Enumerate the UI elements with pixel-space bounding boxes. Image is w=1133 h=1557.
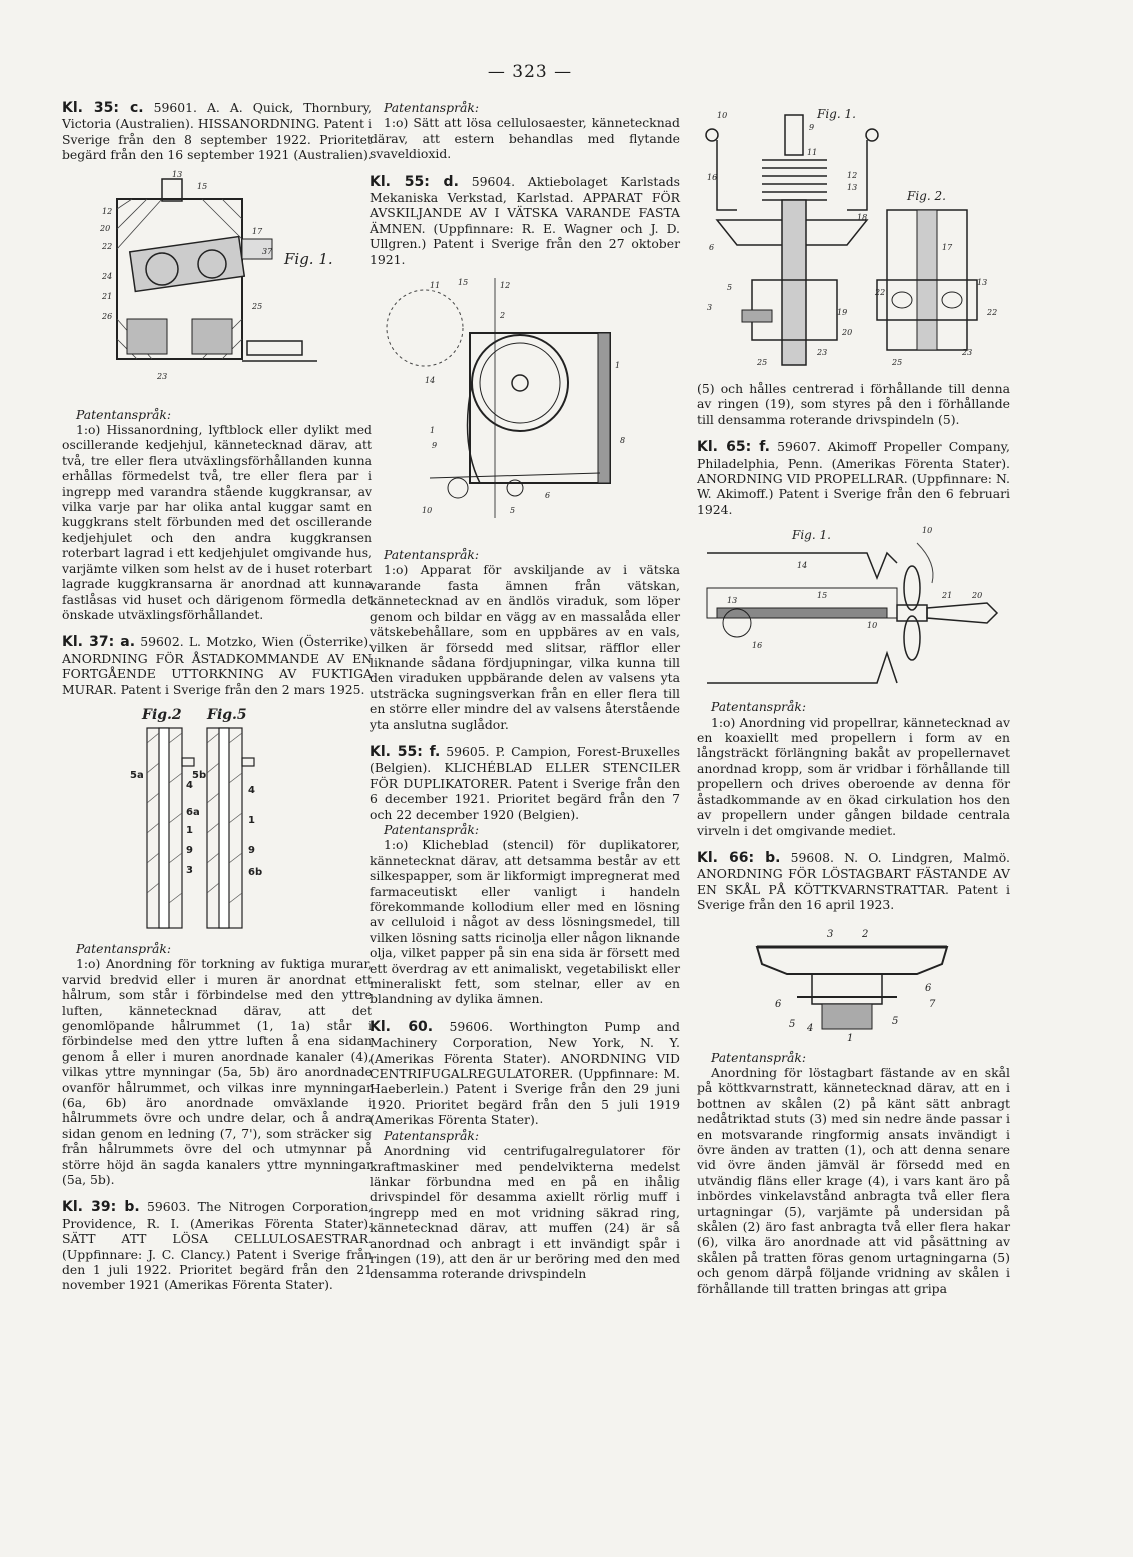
entry-text: 59606. Worthington Pump and Machinery Corporation, New York, N. Y. (Amerikas Förenta Stater). ANORDNING VID CENTRIFUGALREGULATORER. (Uppfinnare: M. Haeberlein.) Patent i Sverige från den 29 juni 1920. Prioritet begärd från den 5 juli 1919 (Amerikas Förenta Stater). — [370, 1018, 680, 1128]
entry-text: 59607. Akimoff Propeller Company, Philadelphia, Penn. (Amerikas Förenta Stater). ANORDNING VID PROPELLRAR. (Uppfinnare: N. W. Akimoff.) Patent i Sverige från den 6 februari 1924. — [697, 439, 1010, 517]
svg-text:15: 15 — [197, 181, 208, 191]
svg-text:5: 5 — [727, 283, 733, 292]
svg-text:1: 1 — [847, 1032, 854, 1044]
svg-text:26: 26 — [102, 311, 113, 321]
svg-text:25: 25 — [252, 301, 263, 311]
svg-text:1: 1 — [430, 426, 436, 436]
entry-text: 59604. Aktiebolaget Karlstads Mekaniska Verkstad, Karlstad. APPARAT FÖR AVSKILJANDE AV I VÄTSKA VARANDE FASTA ÄMNEN. (Uppfinnare: R. E. Wagner och J. D. Ullgren.) Patent i Sverige från den 27 oktober 1921. — [370, 173, 680, 267]
svg-text:3: 3 — [186, 864, 193, 876]
figure-propeller — [697, 523, 1010, 693]
claim-text: 1:o) Anordning vid propellrar, kännetecknad av en koaxiellt med propellern i form av en långsträckt förlängning bakåt av propellernavet anordnad kropp, som är vridbar i förhållande till propellern och drives oberoende av denna för åstadkommande av en ökad cirkulation hos den av propellern under gången bildade centrala virveln i det omgivande mediet. — [697, 714, 1010, 838]
claim-heading: Patentanspråk: — [711, 1049, 807, 1065]
svg-text:13: 13 — [977, 278, 988, 287]
svg-text:17: 17 — [942, 243, 953, 252]
svg-text:6a: 6a — [186, 806, 200, 818]
figure-separator — [370, 273, 680, 541]
svg-text:25: 25 — [757, 358, 768, 367]
figure-label: Fig. 2. — [907, 189, 946, 203]
svg-text:14: 14 — [425, 376, 436, 386]
patent-entry-59602 — [62, 634, 372, 697]
svg-text:12: 12 — [847, 171, 858, 180]
svg-text:5a: 5a — [130, 769, 144, 781]
class-heading: Kl. 39: b. — [62, 1199, 140, 1216]
claim-text: 1:o) Apparat för avskiljande av i vätska varande fasta ämnen från vätskan, kännetecknad av en ändlös viraduk, som löper genom och bildar en vägg av en massalåda eller vätskebehållare, som en uppbäres av en vals, vilken är försedd med slitsar, räfflor eller liknande sådana fördjupningar, vilka kunna till den viraduken uppbärande delen av valsens yta utsträcka sugningsverkan från en eller flera till en större eller mindre del av valsens återstående yta anslutna suglådor. — [370, 562, 680, 732]
svg-text:16: 16 — [707, 173, 718, 182]
svg-text:6: 6 — [925, 982, 932, 994]
svg-text:1: 1 — [248, 814, 255, 826]
figure-label: Fig. 1. — [817, 107, 856, 121]
svg-text:5: 5 — [892, 1015, 899, 1027]
claim-text: 1:o) Klicheblad (stencil) för duplikatorer, kännetecknat därav, att detsamma består av ett silkespapper, som är likformigt impregnerat med farmaceutiskt eller vanligt i handeln förekommande kollodium eller med en lösning av celluloid i något av dess lösningsmedel, till vilken lösning satts ricinolja eller någon liknande olja, vilket papper på sin ena sida är försett med ett överdrag av ett animaliskt, vegetabiliskt eller mineraliskt fett, som stelnar, eller av en blandning av dylika ämnen. — [370, 837, 680, 1007]
claim-heading: Patentanspråk: — [384, 100, 480, 115]
claim-heading: Patentanspråk: — [711, 699, 807, 715]
svg-text:20: 20 — [842, 328, 853, 337]
claim-text: 1:o) Anordning för torkning av fuktiga murar, varvid bredvid eller i muren är anordnat ett hålrum, som står i förbindelse med den yttre luften, kännetecknad därav, att det genomlöpande hålrummet (1, 1a) står i förbindelse med den yttre luften å ena sidan genom å eller i muren anordnade kanaler (4), vilkas yttre mynningar (5a, 5b) äro anordnade ovanför hålrummet, och vilkas inre mynningar (6a, 6b) äro anordnade omväxlande i hålrummets övre och undre delar, och å andra sidan genom en ledning (7, 7'), som sträcker sig från hålrummets övre del och utmynnar på större höjd än sagda kanalers yttre mynningar (5a, 5b). — [62, 956, 372, 1188]
figure-label: Fig. 1. — [792, 528, 831, 543]
svg-text:8: 8 — [620, 436, 626, 446]
svg-text:5b: 5b — [192, 769, 207, 781]
class-heading: Kl. 35: c. — [62, 100, 144, 116]
claim-heading: Patentanspråk: — [384, 821, 480, 837]
class-heading: Kl. 55: f. — [370, 743, 441, 760]
claim-heading: Patentanspråk: — [384, 1127, 480, 1143]
claim-text: 1:o) Hissanordning, lyftblock eller dylikt med oscillerande kedjehjul, kännetecknad därav, att två, tre eller flera utväxlingsförhållanden kunna erhållas förmedelst två, tre eller flera par i ingrepp med varandra stående kuggkransar, av vilka varje par har olika antal kuggar samt en kuggkrans stelt förbunden med det oscillerande kedjehjulet och den andra kuggkransen roterbart lagrad i ett kedjehjulet omgivande hus, varjämte vilken som helst av de i huset roterbart lagrade kuggkransarna är anordnad att kunna fastlåsas vid huset och därigenom förmedla det önskade utväxlingsförhållandet. — [62, 422, 372, 622]
class-heading: Kl. 65: f. — [697, 439, 770, 456]
entry-text: 59601. A. A. Quick, Thornbury, Victoria (Australien). HISSANORDNING. Patent i Sverige från den 8 september 1922. Prioritet begärd från den 16 september 1921 (Australien). — [62, 100, 372, 163]
svg-text:15: 15 — [817, 591, 828, 601]
svg-text:2: 2 — [862, 928, 869, 940]
svg-text:12: 12 — [102, 206, 113, 216]
svg-text:11: 11 — [807, 148, 818, 157]
svg-text:3: 3 — [827, 928, 834, 940]
patent-entry-59606 — [370, 1019, 680, 1128]
claim-heading: Patentanspråk: — [76, 406, 172, 422]
svg-text:17: 17 — [252, 226, 263, 236]
column-3 — [697, 100, 1010, 1296]
svg-text:5: 5 — [510, 506, 516, 516]
svg-text:23: 23 — [817, 348, 828, 357]
svg-text:13: 13 — [727, 596, 738, 606]
patent-entry-59607 — [697, 439, 1010, 517]
svg-text:19: 19 — [837, 308, 848, 317]
svg-text:25: 25 — [892, 358, 903, 367]
svg-text:15: 15 — [458, 278, 469, 288]
propeller-diagram — [697, 523, 1010, 693]
svg-text:7: 7 — [929, 998, 936, 1010]
svg-text:6b: 6b — [248, 866, 263, 878]
svg-text:10: 10 — [922, 526, 933, 536]
figure-governor — [697, 100, 1010, 375]
svg-text:10: 10 — [867, 621, 878, 631]
svg-text:10: 10 — [717, 111, 728, 120]
svg-text:5: 5 — [789, 1018, 796, 1030]
page-number: — 323 — — [487, 62, 573, 82]
patent-entry-59603 — [62, 1199, 372, 1292]
patent-entry-59601 — [62, 100, 372, 163]
claim-text: 1:o) Sätt att lösa cellulosaester, kännetecknad därav, att estern behandlas med flytande svaveldioxid. — [370, 115, 680, 162]
patent-entry-59604 — [370, 174, 680, 267]
figure-wall-drying — [62, 703, 372, 935]
column-1 — [62, 100, 372, 1293]
svg-text:22: 22 — [987, 308, 998, 317]
svg-text:4: 4 — [248, 784, 255, 796]
svg-text:20: 20 — [972, 591, 983, 601]
class-heading: Kl. 37: a. — [62, 634, 136, 651]
svg-text:12: 12 — [500, 281, 511, 291]
governor-diagram — [697, 100, 1010, 375]
svg-text:20: 20 — [100, 223, 111, 233]
figure-label: Fig. 1. — [284, 249, 333, 268]
entry-text: 59605. P. Campion, Forest-Bruxelles (Belgien). KLICHÉBLAD ELLER STENCILER FÖR DUPLIKATORER. Patent i Sverige från den 6 december 1921. Prioritet begärd från den 7 och 22 december 1920 (Belgien). — [370, 743, 680, 822]
svg-text:18: 18 — [857, 213, 868, 222]
entry-text: 59608. N. O. Lindgren, Malmö. ANORDNING FÖR LÖSTAGBART FÄSTANDE AV EN SKÅL PÅ KÖTTKVARNSTRATTAR. Patent i Sverige från den 16 april 1923. — [697, 849, 1010, 913]
svg-text:2: 2 — [500, 311, 506, 321]
claim-text: Anordning vid centrifugalregulatorer för kraftmaskiner med pendelvikterna medelst länkar förbundna med en på en ihålig drivspindel för desamma axiellt rörlig muff i ingrepp med en mot vridning säkrad ring, kännetecknad därav, att muffen (24) är så anordnad och anbragt i ett invändigt spår i ringen (19), att den är ur beröring med den med densamma roterande drivspindeln — [370, 1143, 680, 1282]
svg-text:9: 9 — [186, 844, 193, 856]
class-heading: Kl. 60. — [370, 1018, 434, 1035]
svg-text:3: 3 — [707, 303, 713, 312]
svg-text:11: 11 — [430, 281, 441, 291]
svg-text:4: 4 — [186, 779, 193, 791]
svg-text:24: 24 — [102, 271, 113, 281]
bowl-diagram — [697, 919, 1010, 1044]
svg-text:9: 9 — [809, 123, 815, 132]
svg-text:9: 9 — [432, 441, 438, 451]
svg-text:22: 22 — [875, 288, 886, 297]
svg-text:1: 1 — [186, 824, 193, 836]
entry-text: 59603. The Nitrogen Corporation, Providence, R. I. (Amerikas Förenta Stater). SÄTT ATT LÖSA CELLULOSAESTRAR. (Uppfinnare: J. C. Clancy.) Patent i Sverige från den 1 juli 1922. Prioritet begärd från den 21 november 1921 (Amerikas Förenta Stater). — [62, 1199, 372, 1293]
separator-diagram — [370, 273, 680, 541]
svg-text:21: 21 — [102, 291, 113, 301]
hoist-diagram — [62, 169, 372, 401]
svg-text:37: 37 — [262, 246, 273, 256]
patent-entry-59608 — [697, 850, 1010, 913]
column-2 — [370, 100, 680, 1282]
svg-text:6: 6 — [709, 243, 715, 252]
wall-drying-diagram — [62, 703, 372, 935]
svg-text:13: 13 — [847, 183, 858, 192]
svg-text:14: 14 — [797, 561, 808, 571]
svg-text:10: 10 — [422, 506, 433, 516]
patent-entry-59605 — [370, 744, 680, 822]
class-heading: Kl. 55: d. — [370, 173, 459, 190]
figure-label: Fig.5 — [207, 706, 247, 723]
claim-text: Anordning för löstagbart fästande av en skål på köttkvarnstratt, kännetecknad därav, att en i bottnen av skålen (2) på känt sätt anbragt nedåtriktad stuts (3) med sin nedre ände passar i en motsvarande ringformig ansats invändigt i övre änden av tratten (1), och att denna senare vid övre änden jämväl är försedd med en utvändig fläns eller krage (4), i vars kant äro på inbördes vinkelavstånd anbragta två eller flera urtagningar (5), varjämte på undersidan på skålen (2) äro fast anbragta två eller flera hakar (6), vilka äro anordnade att vid påsättning av skålen på tratten föras genom urtagningarna (5) och genom därpå följande vridning av skålen i förhållande till tratten bringas att gripa — [697, 1064, 1010, 1296]
svg-text:9: 9 — [248, 844, 255, 856]
svg-text:16: 16 — [752, 641, 763, 651]
entry-text: 59602. L. Motzko, Wien (Österrike). ANORDNING FÖR ÅSTADKOMMANDE AV EN FORTGÅENDE UTTORKNING AV FUKTIGA MURAR. Patent i Sverige från den 2 mars 1925. — [62, 634, 373, 697]
svg-text:23: 23 — [962, 348, 973, 357]
svg-text:6: 6 — [775, 998, 782, 1010]
figure-label: Fig.2 — [142, 706, 182, 723]
figure-hoist — [62, 169, 372, 401]
svg-text:22: 22 — [102, 241, 113, 251]
svg-text:21: 21 — [942, 591, 953, 601]
claim-heading: Patentanspråk: — [384, 547, 480, 563]
svg-text:13: 13 — [172, 169, 183, 179]
svg-text:23: 23 — [157, 371, 168, 381]
svg-text:1: 1 — [615, 361, 621, 371]
svg-text:6: 6 — [545, 491, 551, 501]
continued-text: (5) och hålles centrerad i förhållande till denna av ringen (19), som styres på den i förhållande till densamma roterande drivspindeln (5). — [697, 381, 1010, 427]
svg-text:4: 4 — [807, 1022, 814, 1034]
figure-bowl — [697, 919, 1010, 1044]
class-heading: Kl. 66: b. — [697, 849, 781, 866]
claim-heading: Patentanspråk: — [76, 940, 172, 956]
